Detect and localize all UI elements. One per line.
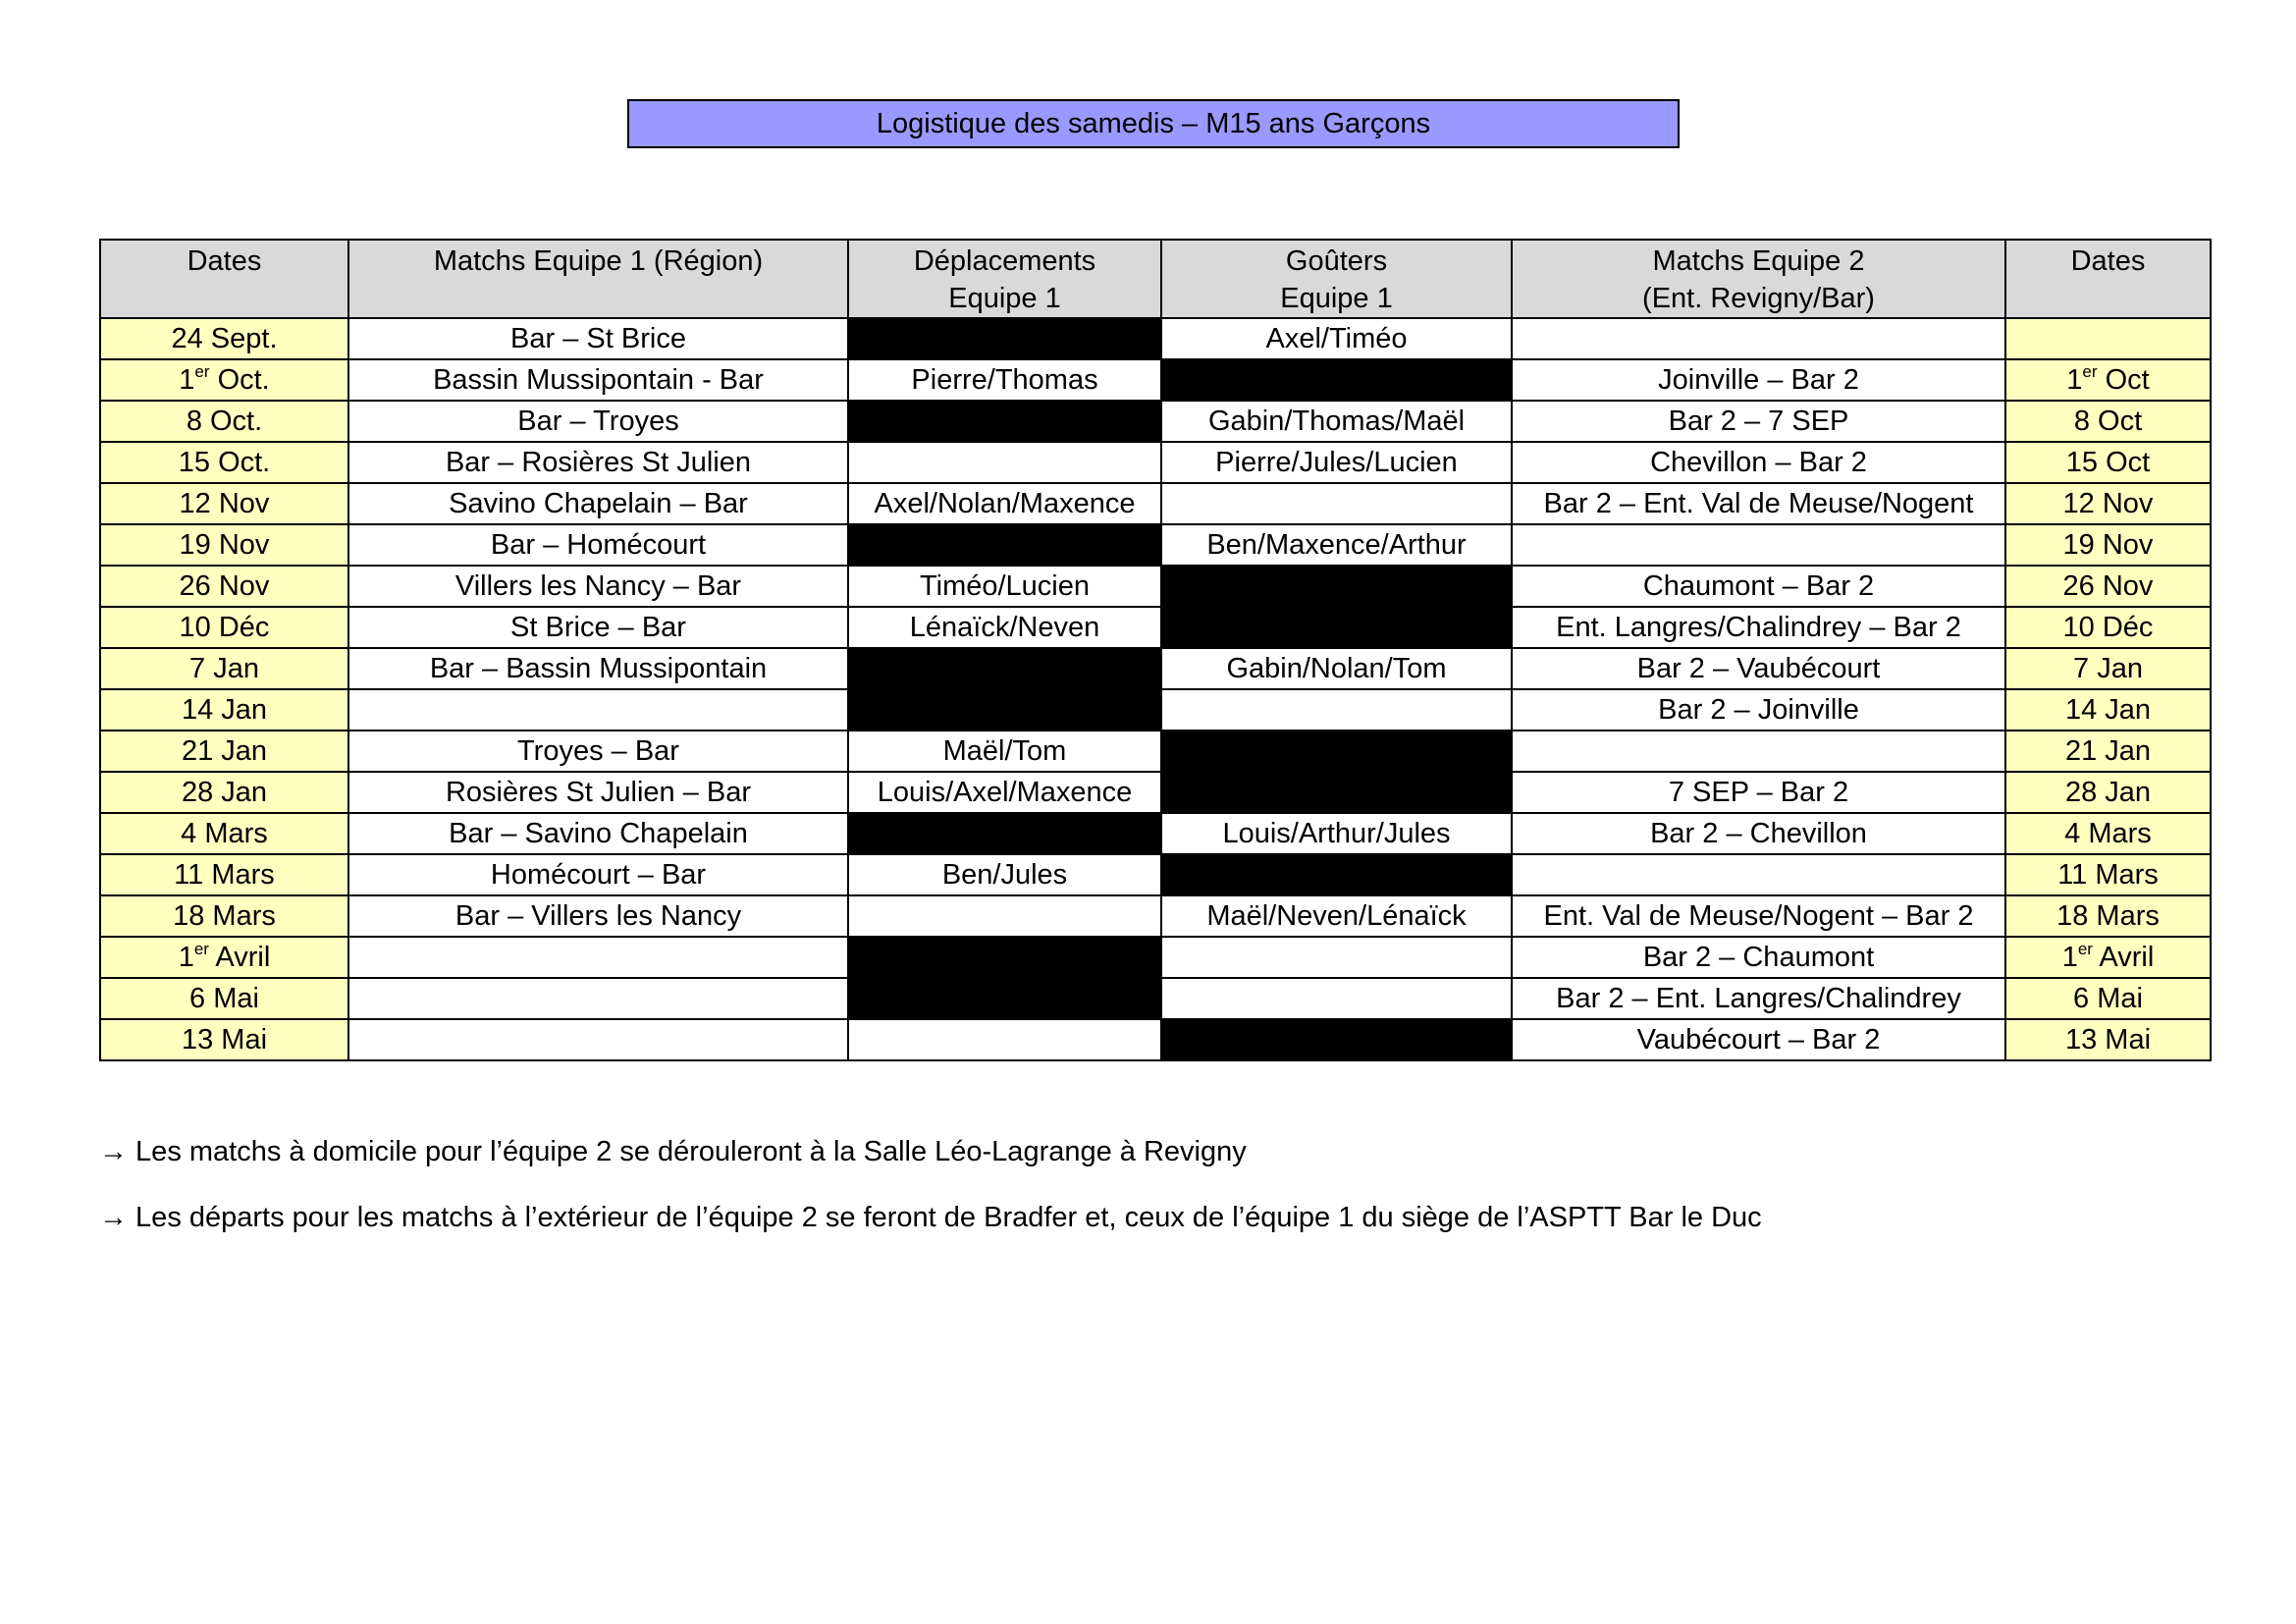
gouter-cell (1161, 937, 1512, 978)
date-left-cell: 1er Avril (100, 937, 348, 978)
table-row (100, 442, 2211, 483)
match-equipe1-cell (348, 689, 848, 731)
match-equipe2-cell: Bar 2 – Vaubécourt (1512, 648, 2005, 689)
match-equipe1-cell: Bar – Rosières St Julien (348, 442, 848, 483)
gouter-cell (1161, 689, 1512, 731)
date-left-cell: 1er Oct. (100, 359, 348, 401)
date-left-cell: 11 Mars (100, 854, 348, 895)
date-right-cell: 13 Mai (2005, 1019, 2211, 1060)
gouter-cell: Axel/Timéo (1161, 318, 1512, 359)
match-equipe1-cell: Bar – Homécourt (348, 524, 848, 566)
match-equipe2-cell (1512, 854, 2005, 895)
header-line1: Goûters (1285, 245, 1388, 277)
deplacement-cell: Louis/Axel/Maxence (848, 772, 1161, 813)
table-row (100, 648, 2211, 689)
gouter-cell: Gabin/Thomas/Maël (1161, 401, 1512, 442)
match-equipe2-cell: Joinville – Bar 2 (1512, 359, 2005, 401)
deplacement-cell: Timéo/Lucien (848, 566, 1161, 607)
table-row (100, 401, 2211, 442)
date-left-cell: 4 Mars (100, 813, 348, 854)
header-matchs-equipe2 (1512, 240, 2005, 318)
date-left-cell: 6 Mai (100, 978, 348, 1019)
header-line1: Matchs Equipe 2 (1652, 245, 1865, 277)
date-left-cell: 12 Nov (100, 483, 348, 524)
deplacement-blocked-cell (848, 648, 1161, 689)
match-equipe2-cell: Bar 2 – 7 SEP (1512, 401, 2005, 442)
deplacement-blocked-cell (848, 524, 1161, 566)
deplacement-blocked-cell (848, 689, 1161, 731)
header-deplacements (848, 240, 1161, 318)
table-row (100, 607, 2211, 648)
header-dates-right (2005, 240, 2211, 318)
date-right-cell: 14 Jan (2005, 689, 2211, 731)
date-right-cell: 15 Oct (2005, 442, 2211, 483)
match-equipe1-cell (348, 978, 848, 1019)
schedule-table (99, 239, 2212, 1061)
date-left-cell: 14 Jan (100, 689, 348, 731)
match-equipe2-cell: Chevillon – Bar 2 (1512, 442, 2005, 483)
gouter-blocked-cell (1161, 854, 1512, 895)
table-row (100, 895, 2211, 937)
match-equipe1-cell: St Brice – Bar (348, 607, 848, 648)
date-left-cell: 8 Oct. (100, 401, 348, 442)
deplacement-cell: Pierre/Thomas (848, 359, 1161, 401)
table-row (100, 1019, 2211, 1060)
page-title: Logistique des samedis – M15 ans Garçons (627, 99, 1680, 148)
table-row (100, 483, 2211, 524)
match-equipe1-cell: Bar – Bassin Mussipontain (348, 648, 848, 689)
deplacement-cell: Axel/Nolan/Maxence (848, 483, 1161, 524)
gouter-cell: Louis/Arthur/Jules (1161, 813, 1512, 854)
header-line1: Dates (2070, 245, 2146, 277)
date-right-cell: 8 Oct (2005, 401, 2211, 442)
deplacement-blocked-cell (848, 978, 1161, 1019)
gouter-blocked-cell (1161, 566, 1512, 607)
header-dates-left (100, 240, 348, 318)
gouter-cell: Ben/Maxence/Arthur (1161, 524, 1512, 566)
date-right-cell (2005, 318, 2211, 359)
gouter-cell: Pierre/Jules/Lucien (1161, 442, 1512, 483)
note-home-venue: → Les matchs à domicile pour l’équipe 2 se dérouleront à la Salle Léo-Lagrange à Revigny (99, 1136, 1247, 1167)
match-equipe2-cell: Vaubécourt – Bar 2 (1512, 1019, 2005, 1060)
match-equipe1-cell: Bassin Mussipontain - Bar (348, 359, 848, 401)
date-left-cell: 18 Mars (100, 895, 348, 937)
deplacement-blocked-cell (848, 401, 1161, 442)
deplacement-blocked-cell (848, 813, 1161, 854)
match-equipe1-cell: Savino Chapelain – Bar (348, 483, 848, 524)
date-left-cell: 15 Oct. (100, 442, 348, 483)
match-equipe1-cell: Villers les Nancy – Bar (348, 566, 848, 607)
match-equipe1-cell (348, 1019, 848, 1060)
gouter-blocked-cell (1161, 1019, 1512, 1060)
header-line1: Matchs Equipe 1 (Région) (433, 245, 764, 277)
deplacement-cell: Lénaïck/Neven (848, 607, 1161, 648)
date-right-cell: 28 Jan (2005, 772, 2211, 813)
table-row (100, 318, 2211, 359)
date-left-cell: 28 Jan (100, 772, 348, 813)
gouter-blocked-cell (1161, 607, 1512, 648)
deplacement-cell (848, 442, 1161, 483)
header-line1: Dates (187, 245, 262, 277)
match-equipe1-cell: Bar – Villers les Nancy (348, 895, 848, 937)
match-equipe2-cell (1512, 731, 2005, 772)
date-right-cell: 7 Jan (2005, 648, 2211, 689)
match-equipe2-cell: Bar 2 – Joinville (1512, 689, 2005, 731)
gouter-blocked-cell (1161, 772, 1512, 813)
note-departures: → Les départs pour les matchs à l’extérieur de l’équipe 2 se feront de Bradfer et, ceux de l’équipe 1 du siège de l’ASPTT Bar le Duc (99, 1202, 1762, 1233)
deplacement-cell: Ben/Jules (848, 854, 1161, 895)
header-row (100, 240, 2211, 318)
table-row (100, 566, 2211, 607)
date-right-cell: 26 Nov (2005, 566, 2211, 607)
match-equipe1-cell: Rosières St Julien – Bar (348, 772, 848, 813)
table-row (100, 524, 2211, 566)
match-equipe1-cell: Bar – Savino Chapelain (348, 813, 848, 854)
gouter-cell: Gabin/Nolan/Tom (1161, 648, 1512, 689)
match-equipe2-cell: Bar 2 – Ent. Langres/Chalindrey (1512, 978, 2005, 1019)
gouter-cell (1161, 483, 1512, 524)
header-gouters (1161, 240, 1512, 318)
header-line2: (Ent. Revigny/Bar) (1642, 283, 1875, 314)
date-left-cell: 21 Jan (100, 731, 348, 772)
date-right-cell: 6 Mai (2005, 978, 2211, 1019)
table-row (100, 359, 2211, 401)
deplacement-blocked-cell (848, 318, 1161, 359)
table-row (100, 937, 2211, 978)
match-equipe2-cell: Ent. Langres/Chalindrey – Bar 2 (1512, 607, 2005, 648)
match-equipe2-cell: Bar 2 – Chevillon (1512, 813, 2005, 854)
date-right-cell: 10 Déc (2005, 607, 2211, 648)
deplacement-blocked-cell (848, 937, 1161, 978)
date-left-cell: 10 Déc (100, 607, 348, 648)
date-right-cell: 12 Nov (2005, 483, 2211, 524)
table-row (100, 772, 2211, 813)
table-row (100, 813, 2211, 854)
date-left-cell: 13 Mai (100, 1019, 348, 1060)
table-row (100, 731, 2211, 772)
deplacement-cell (848, 895, 1161, 937)
date-left-cell: 26 Nov (100, 566, 348, 607)
gouter-blocked-cell (1161, 359, 1512, 401)
table-body (100, 318, 2211, 1060)
match-equipe2-cell: Bar 2 – Chaumont (1512, 937, 2005, 978)
match-equipe1-cell: Bar – St Brice (348, 318, 848, 359)
date-right-cell: 11 Mars (2005, 854, 2211, 895)
gouter-blocked-cell (1161, 731, 1512, 772)
date-right-cell: 21 Jan (2005, 731, 2211, 772)
match-equipe2-cell (1512, 524, 2005, 566)
date-right-cell: 1er Avril (2005, 937, 2211, 978)
date-left-cell: 7 Jan (100, 648, 348, 689)
header-line2: Equipe 1 (948, 283, 1061, 314)
match-equipe2-cell: Ent. Val de Meuse/Nogent – Bar 2 (1512, 895, 2005, 937)
header-line1: Déplacements (913, 245, 1096, 277)
match-equipe2-cell: Chaumont – Bar 2 (1512, 566, 2005, 607)
match-equipe1-cell (348, 937, 848, 978)
date-left-cell: 24 Sept. (100, 318, 348, 359)
header-line2: Equipe 1 (1280, 283, 1393, 314)
header-matchs-equipe1 (348, 240, 848, 318)
deplacement-cell (848, 1019, 1161, 1060)
date-right-cell: 1er Oct (2005, 359, 2211, 401)
table-row (100, 854, 2211, 895)
date-right-cell: 19 Nov (2005, 524, 2211, 566)
date-left-cell: 19 Nov (100, 524, 348, 566)
match-equipe1-cell: Homécourt – Bar (348, 854, 848, 895)
match-equipe2-cell: 7 SEP – Bar 2 (1512, 772, 2005, 813)
match-equipe1-cell: Troyes – Bar (348, 731, 848, 772)
date-right-cell: 4 Mars (2005, 813, 2211, 854)
table-row (100, 978, 2211, 1019)
gouter-cell (1161, 978, 1512, 1019)
match-equipe2-cell (1512, 318, 2005, 359)
match-equipe1-cell: Bar – Troyes (348, 401, 848, 442)
gouter-cell: Maël/Neven/Lénaïck (1161, 895, 1512, 937)
date-right-cell: 18 Mars (2005, 895, 2211, 937)
deplacement-cell: Maël/Tom (848, 731, 1161, 772)
table-row (100, 689, 2211, 731)
match-equipe2-cell: Bar 2 – Ent. Val de Meuse/Nogent (1512, 483, 2005, 524)
